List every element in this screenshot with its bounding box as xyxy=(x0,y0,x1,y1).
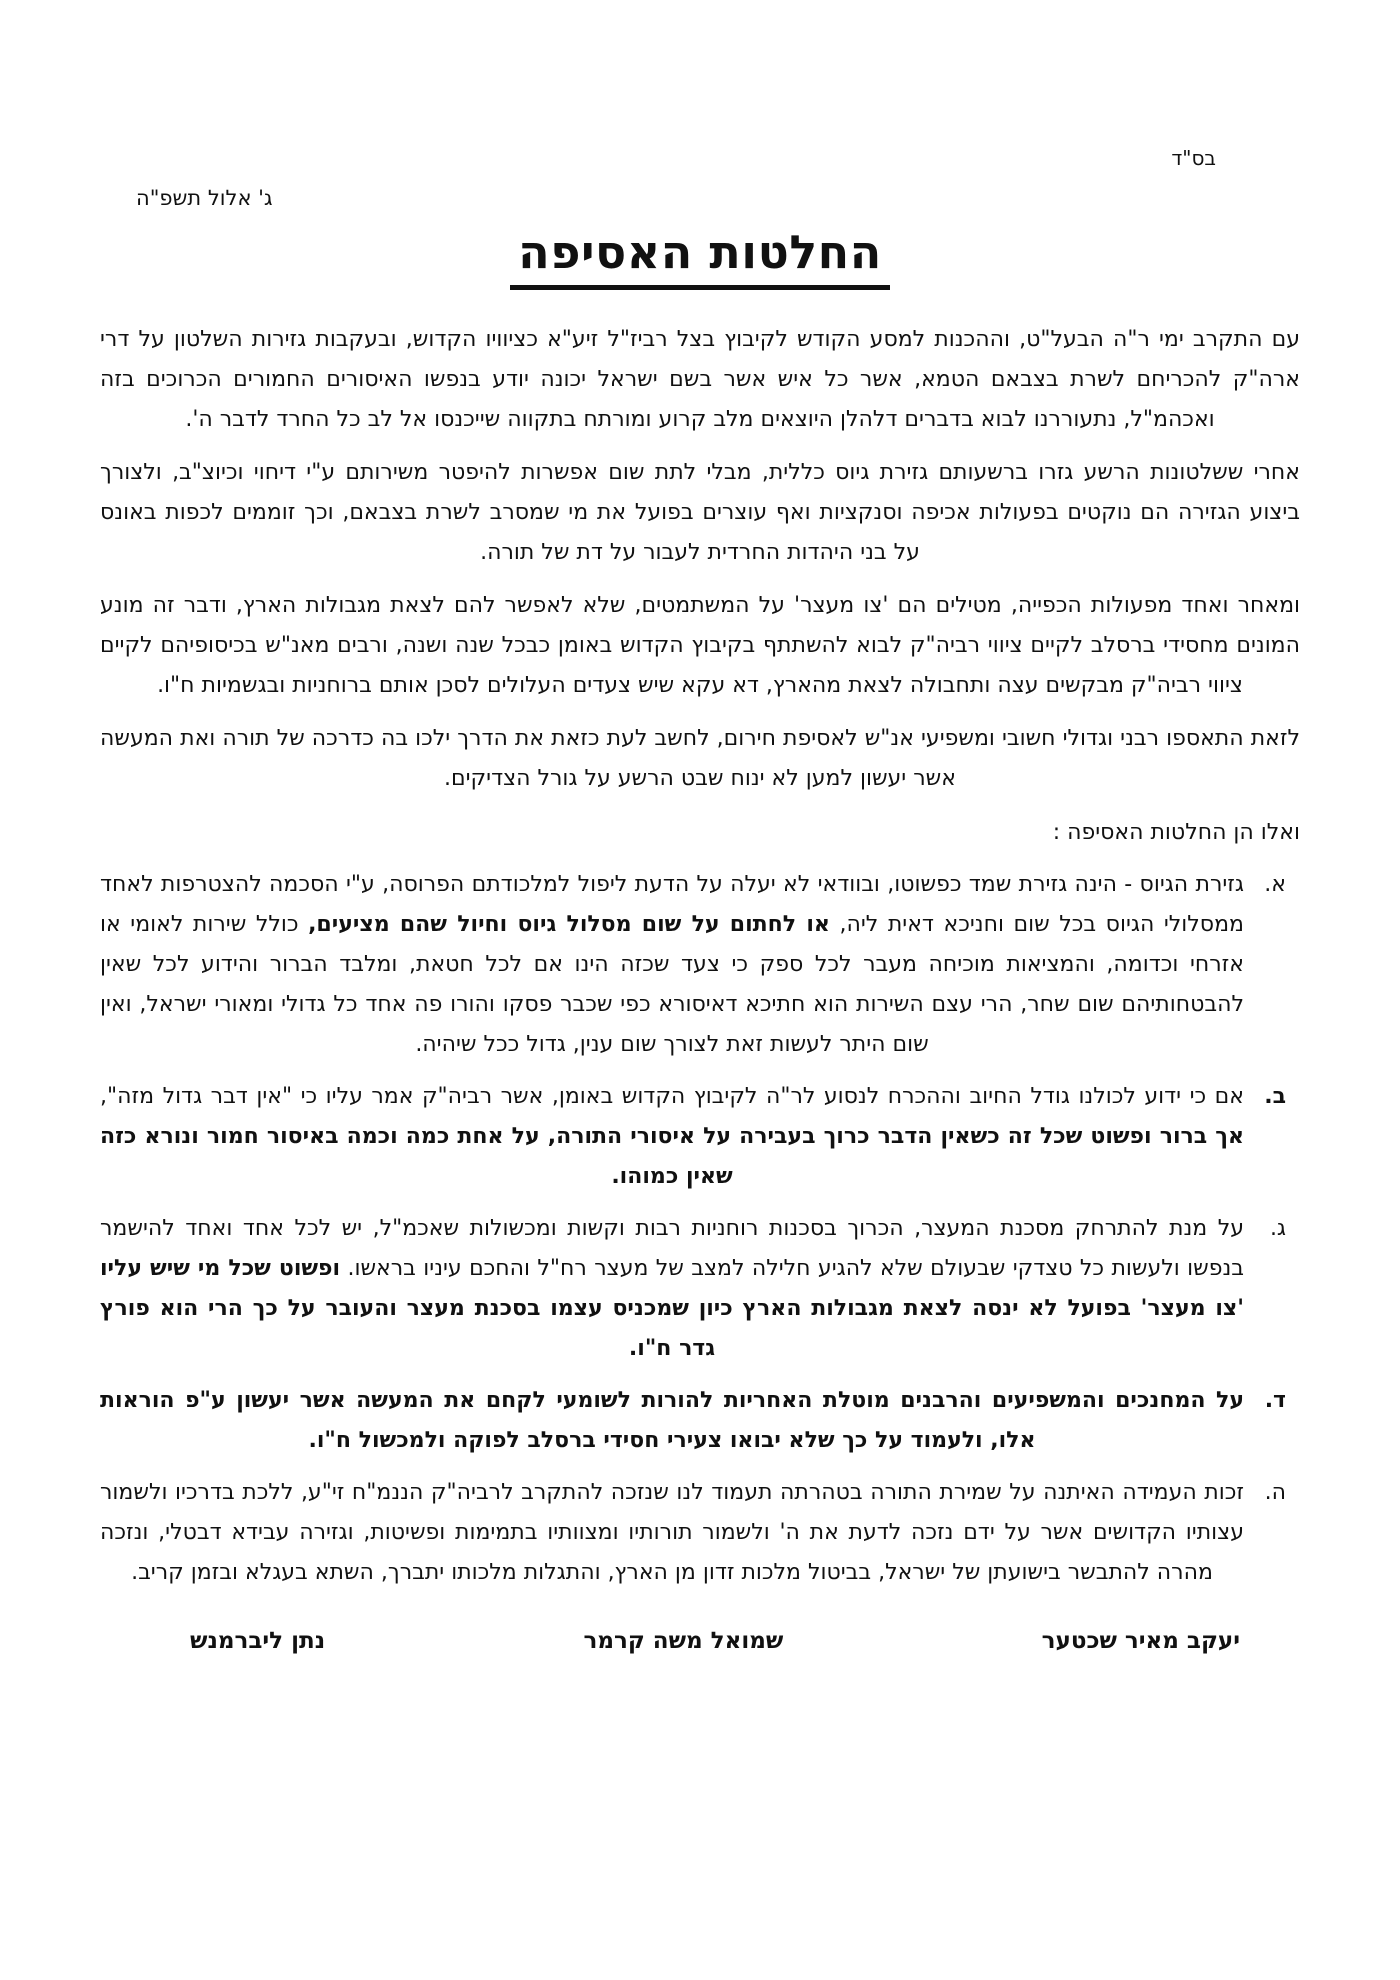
paragraph-assembly: לזאת התאספו רבני וגדולי חשובי ומשפיעי אנ"ש לאסיפת חירום, לחשב לעת כזאת את הדרך ילכו בה כדרכה של תורה ואת המעשה אשר יעשון למען לא ינוח שבט הרשע על גורל הצדיקים. xyxy=(100,725,1300,791)
list-item xyxy=(100,1381,1300,1461)
title-wrap xyxy=(100,226,1300,290)
signature-name: שמואל משה קרמר xyxy=(583,1627,784,1654)
list-item xyxy=(100,1077,1300,1197)
list-item xyxy=(100,1473,1300,1593)
item-marker: ב. xyxy=(1264,1083,1286,1109)
item-marker: א. xyxy=(1264,871,1286,897)
item-text: זכות העמידה האיתנה על שמירת התורה בטהרתה תעמוד לנו שנזכה להתקרב לרביה"ק הננמ"ח זי"ע, ללכת בדרכיו ולשמור עצותיו הקדושים אשר על ידם נזכה לדעת את ה' ולשמור תורותיו ומצוותיו בתמימות ופשיטות, וגזירה עבידא דבטלי, ונזכה מהרה להתבשר בישועתן של ישראל, בביטול מלכות זדון מן הארץ, והתגלות מלכותו יתברך, השתא בעגלא ובזמן קריב. xyxy=(100,1479,1244,1585)
page-title: החלטות האסיפה xyxy=(510,226,890,290)
document-body xyxy=(100,320,1300,1661)
item-marker: ה. xyxy=(1264,1479,1286,1505)
list-item xyxy=(100,1209,1300,1369)
item-text: על המחנכים והמשפיעים והרבנים מוטלת האחריות להורות לשומעי לקחם את המעשה אשר יעשון ע"פ הוראות אלו, ולעמוד על כך שלא יבואו צעירי חסידי ברסלב לפוקה ולמכשול ח"ו. xyxy=(100,1387,1244,1453)
signature-name: נתן ליברמנש xyxy=(190,1627,326,1654)
item-text: אם כי ידוע לכולנו גודל החיוב וההכרח לנסוע לר"ה לקיבוץ הקדוש באומן, אשר רביה"ק אמר עליו כי "אין דבר גדול מזה", אך ברור ופשוט שכל זה כשאין הדבר כרוך בעבירה על איסורי התורה, על אחת כמה וכמה באיסור חמור ונורא כזה שאין כמוהו. xyxy=(100,1083,1244,1189)
date-text: ג' אלול תשפ"ה xyxy=(136,186,273,210)
paragraph-decree: אחרי ששלטונות הרשע גזרו ברשעותם גזירת גיוס כללית, מבלי לתת שום אפשרות להיפטר משירותם ע"י דיחוי וכיוצ"ב, ולצורך ביצוע הגזירה הם נוקטים בפעולות אכיפה וסנקציות ואף עוצרים בפועל את מי שמסרב לשרת בצבאם, וכך זוממים לכפות באונס על בני היהדות החרדית לעבור על דת של תורה. xyxy=(100,459,1300,565)
signatures-row xyxy=(100,1621,1300,1661)
decisions-intro: ואלו הן החלטות האסיפה : xyxy=(1052,819,1300,845)
item-marker: ג. xyxy=(1269,1215,1286,1241)
item-text: גזירת הגיוס - הינה גזירת שמד כפשוטו, ובוודאי לא יעלה על הדעת ליפול למלכודתם הפרוסה, ע"י הסכמה להצטרפות לאחד ממסלולי הגיוס בכל שום וחניכא דאית ליה, או לחתום על שום מסלול גיוס וחיול שהם מציעים, כולל שירות לאומי או אזרחי וכדומה, והמציאות מוכיחה מעבר לכל ספק כי צעד שכזה הינו אם לכל חטאת, ומלבד הברור והידוע לכל שאין להבטחותיהם שום שחר, הרי עצם השירות הוא חתיכא דאיסורא כפי שכבר פסקו והורו פה אחד כל גדולי ומאורי ישראל, ואין שום היתר לעשות זאת לצורך שום ענין, גדול ככל שיהיה. xyxy=(100,871,1244,1057)
item-marker: ד. xyxy=(1264,1387,1286,1413)
decisions-list xyxy=(100,865,1300,1593)
list-item xyxy=(100,865,1300,1065)
signature-name: יעקב מאיר שכטער xyxy=(1041,1627,1240,1654)
paragraph-arrest-orders: ומאחר ואחד מפעולות הכפייה, מטילים הם 'צו מעצר' על המשתמטים, שלא לאפשר להם לצאת מגבולות הארץ, ודבר זה מונע המונים מחסידי ברסלב לקיים ציווי רביה"ק לבוא להשתתף בקיבוץ הקדוש באומן כבכל שנה ושנה, ורבים מאנ"ש בכיסופיהם לקיים ציווי רביה"ק מבקשים עצה ותחבולה לצאת מהארץ, דא עקא שיש צעדים העלולים לסכן אותם ברוחניות ובגשמיות ח"ו. xyxy=(100,592,1300,698)
item-text: על מנת להתרחק מסכנת המעצר, הכרוך בסכנות רוחניות רבות וקשות ומכשולות שאכמ"ל, יש לכל אחד ואחד להישמר בנפשו ולעשות כל טצדקי שבעולם שלא להגיע חלילה למצב של מעצר רח"ל והחכם עיניו בראשו. ופשוט שכל מי שיש עליו 'צו מעצר' בפועל לא ינסה לצאת מגבולות הארץ כיון שמכניס עצמו בסכנת מעצר והעובר על כך הרי הוא פורץ גדר ח"ו. xyxy=(100,1215,1244,1361)
bsd-text: בס"ד xyxy=(1171,146,1216,170)
paragraph-opening: עם התקרב ימי ר"ה הבעל"ט, וההכנות למסע הקודש לקיבוץ בצל רביז"ל זיע"א כציוויו הקדוש, ובעקבות גזירות השלטון על דרי ארה"ק להכריחם לשרת בצבאם הטמא, אשר כל איש אשר בשם ישראל יכונה יודע בנפשו האיסורים החמורים הכרוכים בזה ואכהמ"ל, נתעוררנו לבוא בדברים דלהלן היוצאים מלב קרוע ומורתח בתקווה שייכנסו אל לב כל החרד לדבר ה'. xyxy=(100,326,1300,432)
